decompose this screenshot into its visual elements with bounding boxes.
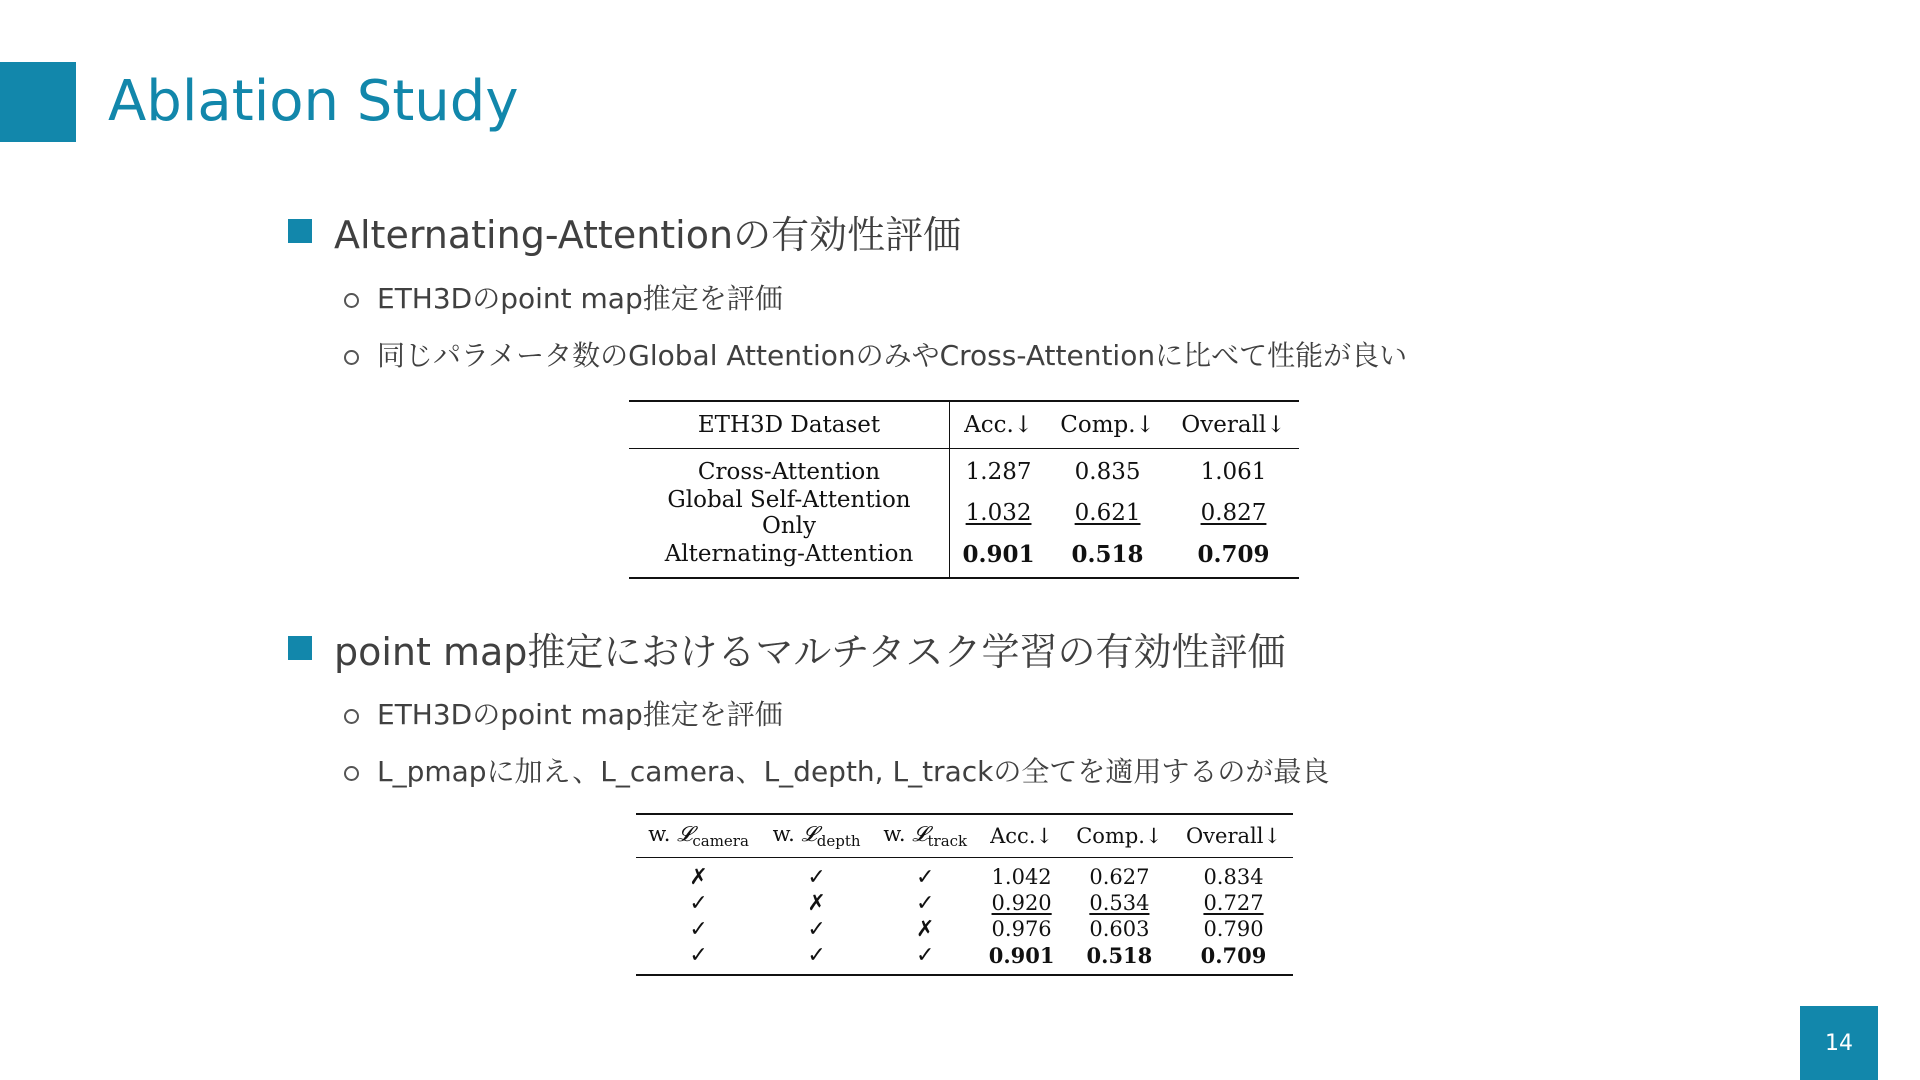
header-acc: Acc.↓ bbox=[990, 824, 1054, 848]
table-row bbox=[636, 858, 1293, 891]
comp-cell: 0.627 bbox=[1089, 865, 1150, 889]
circle-bullet-icon bbox=[344, 293, 359, 308]
header-camera-loss bbox=[636, 814, 761, 858]
header-dataset: ETH3D Dataset bbox=[629, 401, 950, 449]
table-header-row bbox=[629, 401, 1299, 449]
header-prefix: w. bbox=[883, 822, 913, 846]
slide-title: Ablation Study bbox=[108, 69, 519, 134]
page-number: 14 bbox=[1825, 1030, 1853, 1056]
overall-value: 0.727 bbox=[1203, 891, 1264, 915]
circle-bullet-icon bbox=[344, 350, 359, 365]
acc-cell: 0.901 bbox=[962, 540, 1035, 568]
camera-mark: ✓ bbox=[689, 890, 708, 916]
header-acc: Acc.↓ bbox=[964, 412, 1034, 438]
attention-ablation-table bbox=[629, 400, 1299, 579]
circle-bullet-icon bbox=[344, 709, 359, 724]
square-bullet-icon bbox=[288, 219, 312, 243]
acc-value: 1.032 bbox=[965, 500, 1032, 526]
acc-value: 0.920 bbox=[991, 891, 1052, 915]
section2-heading: point map推定におけるマルチタスク学習の有効性評価 bbox=[334, 629, 1286, 674]
row-name: Alternating-Attention bbox=[629, 539, 950, 578]
overall-cell: 0.834 bbox=[1203, 865, 1264, 889]
section2-sub-text: ETH3Dのpoint map推定を評価 bbox=[377, 698, 783, 731]
section2-sub-text: L_pmapに加え、L_camera、L_depth, L_trackの全てを適用するのが最良 bbox=[377, 755, 1330, 788]
comp-cell bbox=[1047, 487, 1168, 539]
overall-value: 0.827 bbox=[1200, 500, 1267, 526]
track-mark: ✓ bbox=[916, 864, 935, 890]
overall-cell: 0.790 bbox=[1203, 917, 1264, 941]
comp-value: 0.534 bbox=[1089, 891, 1150, 915]
section1-heading: Alternating-Attentionの有効性評価 bbox=[334, 212, 962, 257]
comp-cell: 0.603 bbox=[1089, 917, 1150, 941]
section2-bullet bbox=[288, 624, 1286, 672]
camera-mark: ✗ bbox=[689, 864, 708, 890]
overall-cell bbox=[1168, 487, 1299, 539]
loss-symbol: 𝓛 bbox=[912, 822, 928, 846]
table-row bbox=[636, 890, 1293, 916]
track-mark: ✓ bbox=[916, 942, 935, 968]
table-row bbox=[636, 916, 1293, 942]
loss-symbol: 𝓛 bbox=[677, 822, 693, 846]
camera-mark: ✓ bbox=[689, 916, 708, 942]
table-row bbox=[629, 449, 1299, 488]
table-row bbox=[636, 942, 1293, 975]
comp-cell: 0.518 bbox=[1086, 942, 1153, 968]
title-accent-block bbox=[0, 62, 76, 142]
section1-sub-item bbox=[344, 334, 1407, 374]
header-depth-loss bbox=[761, 814, 872, 858]
overall-cell: 0.709 bbox=[1197, 540, 1270, 568]
depth-mark: ✓ bbox=[807, 916, 826, 942]
row-name: Cross-Attention bbox=[629, 449, 950, 488]
header-overall: Overall↓ bbox=[1181, 412, 1286, 438]
loss-subscript: camera bbox=[692, 832, 749, 850]
overall-cell: 1.061 bbox=[1200, 459, 1267, 485]
comp-cell: 0.835 bbox=[1074, 459, 1141, 485]
acc-cell: 1.042 bbox=[991, 865, 1052, 889]
depth-mark: ✗ bbox=[807, 890, 826, 916]
depth-mark: ✓ bbox=[807, 942, 826, 968]
page-number-badge bbox=[1800, 1006, 1878, 1080]
row-name: Global Self-Attention Only bbox=[629, 487, 950, 539]
acc-cell bbox=[950, 487, 1048, 539]
comp-cell: 0.518 bbox=[1071, 540, 1144, 568]
square-bullet-icon bbox=[288, 636, 312, 660]
acc-cell: 0.901 bbox=[988, 942, 1055, 968]
overall-cell bbox=[1174, 890, 1293, 916]
acc-cell: 1.287 bbox=[965, 459, 1032, 485]
section1-bullet bbox=[288, 207, 961, 255]
header-prefix: w. bbox=[648, 822, 678, 846]
loss-symbol: 𝓛 bbox=[801, 822, 817, 846]
track-mark: ✗ bbox=[916, 916, 935, 942]
acc-cell bbox=[978, 890, 1064, 916]
acc-cell: 0.976 bbox=[991, 917, 1052, 941]
circle-bullet-icon bbox=[344, 766, 359, 781]
section2-sub-item bbox=[344, 693, 783, 733]
table-row bbox=[629, 539, 1299, 578]
loss-subscript: depth bbox=[816, 832, 861, 850]
section1-sub-item bbox=[344, 277, 783, 317]
track-mark: ✓ bbox=[916, 890, 935, 916]
comp-value: 0.621 bbox=[1074, 500, 1141, 526]
comp-cell bbox=[1065, 890, 1174, 916]
table-row bbox=[629, 487, 1299, 539]
header-comp: Comp.↓ bbox=[1076, 824, 1163, 848]
header-track-loss bbox=[872, 814, 978, 858]
camera-mark: ✓ bbox=[689, 942, 708, 968]
multitask-ablation-table bbox=[636, 813, 1293, 976]
depth-mark: ✓ bbox=[807, 864, 826, 890]
section1-sub-text: ETH3Dのpoint map推定を評価 bbox=[377, 282, 783, 315]
loss-subscript: track bbox=[927, 832, 968, 850]
overall-cell: 0.709 bbox=[1200, 942, 1267, 968]
header-overall: Overall↓ bbox=[1185, 824, 1282, 848]
table-header-row bbox=[636, 814, 1293, 858]
header-comp: Comp.↓ bbox=[1060, 412, 1155, 438]
section1-sub-text: 同じパラメータ数のGlobal AttentionのみやCross-Attentionに比べて性能が良い bbox=[377, 339, 1408, 372]
header-prefix: w. bbox=[772, 822, 802, 846]
section2-sub-item bbox=[344, 750, 1329, 790]
